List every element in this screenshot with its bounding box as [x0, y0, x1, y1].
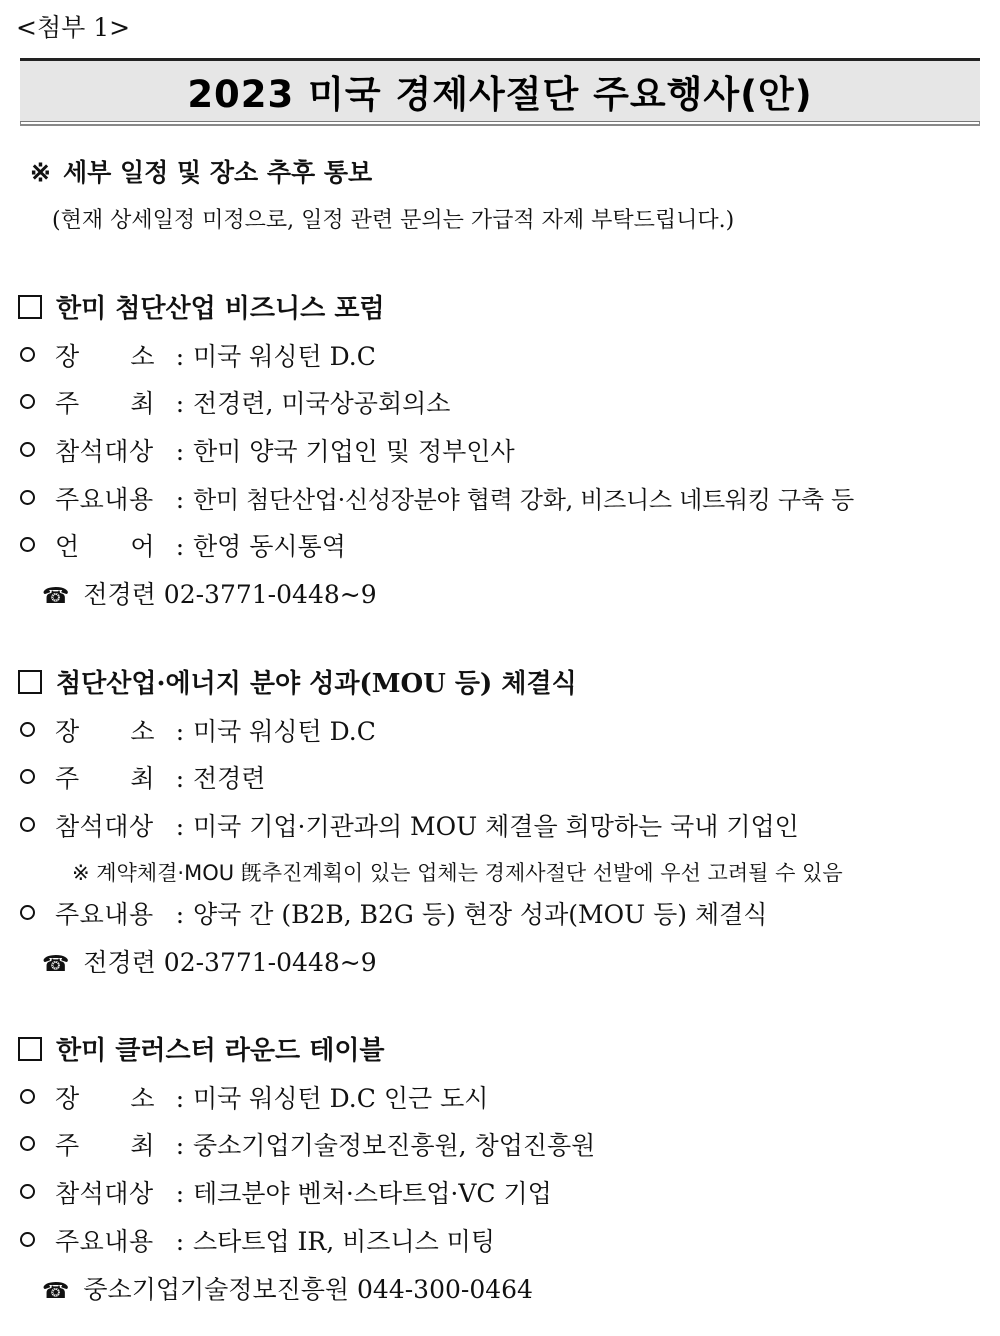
circle-bullet-icon [20, 394, 35, 409]
info-row [20, 810, 799, 844]
info-row [20, 715, 376, 749]
circle-bullet-icon [20, 490, 35, 505]
circle-bullet-icon [20, 442, 35, 457]
info-row [20, 1129, 595, 1163]
circle-bullet-icon [20, 905, 35, 920]
row-value: 한영 동시통역 [193, 532, 346, 561]
info-row [20, 530, 346, 564]
label-separator: : [175, 1131, 185, 1160]
phone-icon: ☎ [42, 1279, 70, 1304]
row-value: 한미 첨단산업·신성장분야 협력 강화, 비즈니스 네트워킹 구축 등 [193, 486, 854, 514]
checkbox-square-icon [18, 295, 42, 319]
info-row [20, 435, 515, 469]
notice-subtext: (현재 상세일정 미정으로, 일정 관련 문의는 가급적 자제 부탁드립니다.) [52, 208, 735, 233]
phone-icon: ☎ [42, 584, 70, 609]
row-label: 주 최 [55, 764, 155, 793]
checkbox-square-icon [18, 1037, 42, 1061]
label-separator: : [175, 485, 185, 514]
info-row [20, 1225, 495, 1259]
label-separator: : [175, 764, 185, 793]
row-value: 전경련, 미국상공회의소 [193, 389, 451, 418]
info-row [20, 340, 376, 374]
section-title-text: 한미 클러스터 라운드 테이블 [56, 1036, 385, 1066]
info-row [20, 483, 854, 517]
row-value: 미국 워싱턴 D.C [193, 717, 376, 746]
circle-bullet-icon [20, 537, 35, 552]
circle-bullet-icon [20, 347, 35, 362]
label-separator: : [175, 717, 185, 746]
label-separator: : [175, 389, 185, 418]
info-row [20, 1082, 488, 1116]
row-label: 주 최 [55, 1131, 155, 1160]
attachment-label: <첨부 1> [16, 13, 131, 42]
circle-bullet-icon [20, 1184, 35, 1199]
phone-icon: ☎ [42, 952, 70, 977]
row-label: 참석대상 [55, 1179, 154, 1208]
row-label: 언 어 [55, 532, 155, 561]
row-label: 장 소 [55, 1084, 155, 1113]
section-title-text: 한미 첨단산업 비즈니스 포럼 [56, 294, 385, 324]
row-label: 주요내용 [55, 900, 154, 929]
circle-bullet-icon [20, 722, 35, 737]
circle-bullet-icon [20, 1089, 35, 1104]
note-line: ※ 계약체결·MOU 旣추진계획이 있는 업체는 경제사절단 선발에 우선 고려될 수 있음 [72, 861, 843, 885]
info-row [20, 762, 265, 796]
contact-text: 전경련 02-3771-0448~9 [83, 580, 377, 609]
section-title-mou-ceremony [18, 667, 577, 701]
label-separator: : [175, 1227, 185, 1256]
row-value: 전경련 [193, 764, 266, 793]
row-label: 주요내용 [55, 1227, 154, 1256]
row-value: 미국 기업·기관과의 MOU 체결을 희망하는 국내 기업인 [193, 812, 799, 841]
circle-bullet-icon [20, 1136, 35, 1151]
row-value: 스타트업 IR, 비즈니스 미팅 [193, 1227, 495, 1256]
label-separator: : [175, 1084, 185, 1113]
row-value: 미국 워싱턴 D.C [193, 342, 376, 371]
label-separator: : [175, 900, 185, 929]
circle-bullet-icon [20, 817, 35, 832]
label-separator: : [175, 1179, 185, 1208]
contact-line [42, 1273, 533, 1309]
row-label: 주요내용 [55, 485, 154, 514]
info-row [20, 898, 767, 932]
notice [30, 156, 372, 190]
row-label: 주 최 [55, 389, 155, 418]
row-label: 장 소 [55, 717, 155, 746]
row-label: 참석대상 [55, 437, 154, 466]
label-separator: : [175, 812, 185, 841]
row-value: 중소기업기술정보진흥원, 창업진흥원 [193, 1131, 596, 1160]
circle-bullet-icon [20, 1232, 35, 1247]
page-title: 2023 미국 경제사절단 주요행사(안) [187, 73, 813, 116]
label-separator: : [175, 437, 185, 466]
section-title-forum [18, 292, 385, 326]
circle-bullet-icon [20, 769, 35, 784]
row-value: 테크분야 벤처·스타트업·VC 기업 [193, 1179, 552, 1208]
label-separator: : [175, 342, 185, 371]
title-band [20, 58, 980, 122]
row-value: 미국 워싱턴 D.C 인근 도시 [193, 1084, 489, 1113]
section-title-text: 첨단산업·에너지 분야 성과(MOU 등) 체결식 [56, 669, 577, 699]
checkbox-square-icon [18, 670, 42, 694]
contact-line [42, 946, 377, 982]
row-value: 양국 간 (B2B, B2G 등) 현장 성과(MOU 등) 체결식 [193, 900, 768, 929]
label-separator: : [175, 532, 185, 561]
section-title-cluster-roundtable [18, 1034, 385, 1068]
row-label: 장 소 [55, 342, 155, 371]
row-label: 참석대상 [55, 812, 154, 841]
notice-text: 세부 일정 및 장소 추후 통보 [62, 158, 373, 187]
contact-text: 전경련 02-3771-0448~9 [83, 948, 377, 977]
row-value: 한미 양국 기업인 및 정부인사 [193, 437, 515, 466]
info-row [20, 1177, 552, 1211]
contact-text: 중소기업기술정보진흥원 044-300-0464 [83, 1275, 533, 1304]
reference-mark-icon: ※ [30, 158, 51, 187]
info-row [20, 387, 450, 421]
contact-line [42, 578, 377, 614]
